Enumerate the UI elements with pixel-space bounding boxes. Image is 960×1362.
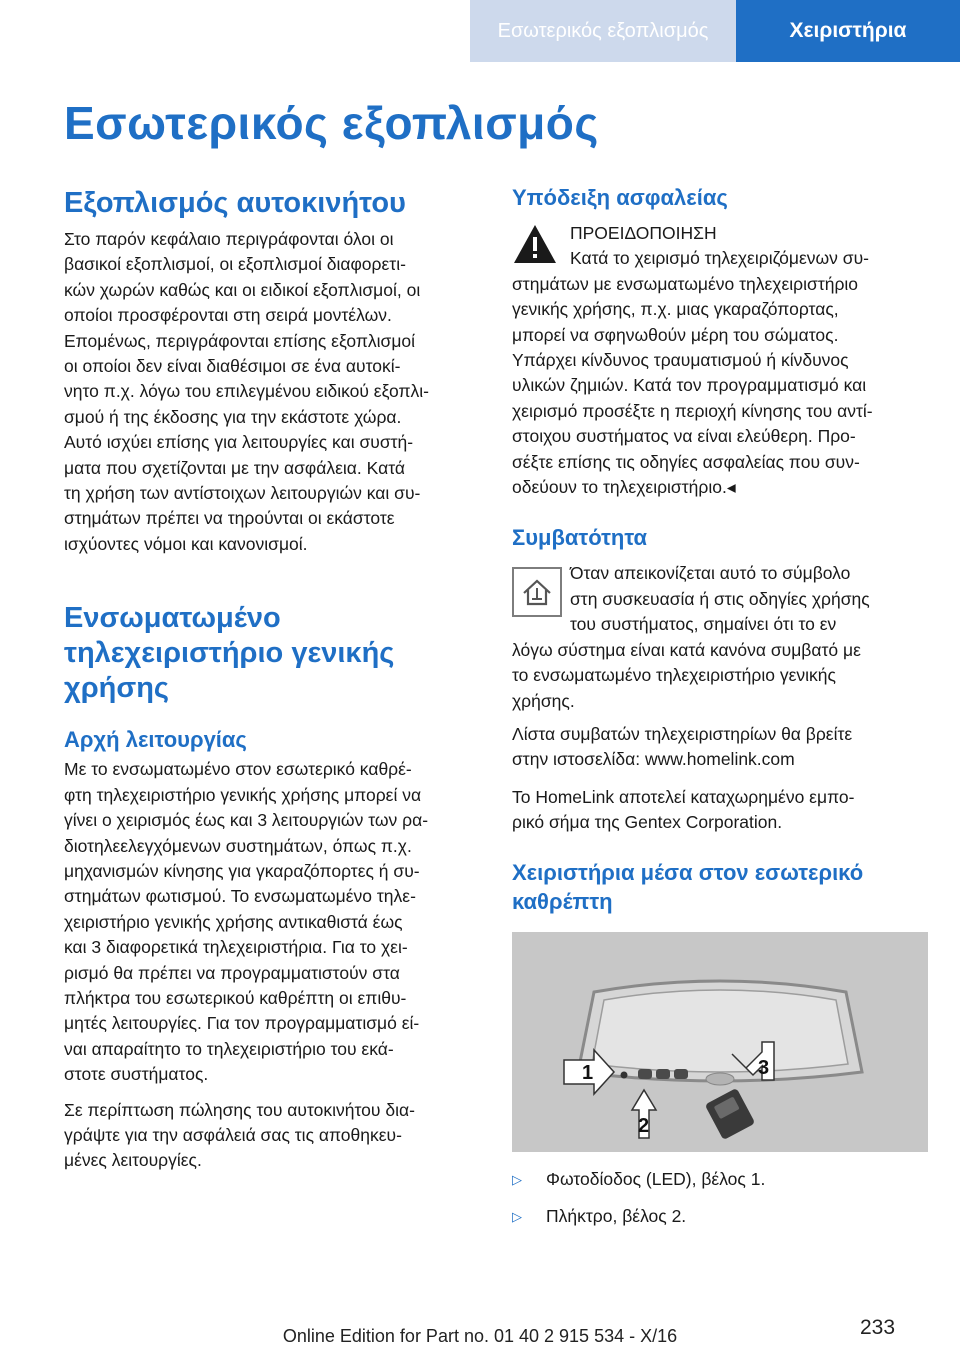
text-line: Επομένως, περιγράφονται επίσης εξοπλισμοί bbox=[64, 330, 416, 351]
compatibility-block bbox=[512, 561, 928, 713]
text-line: Αυτό ισχύει επίσης για λειτουργίες και συστή‐ bbox=[64, 432, 414, 453]
bullet-list bbox=[512, 1166, 928, 1230]
warning-label: ΠΡΟΕΙΔΟΠΟΙΗΣΗ bbox=[570, 223, 717, 243]
warning-text bbox=[512, 272, 928, 501]
figure-label-1: 1 bbox=[582, 1061, 594, 1084]
heading-safety-note: Υπόδειξη ασφαλείας bbox=[512, 185, 728, 210]
text-line: ρικό σήμα της Gentex Corporation. bbox=[512, 812, 783, 833]
text-line: ρισμό θα πρέπει να προγραμματιστούν στα bbox=[64, 962, 400, 983]
home-symbol-icon bbox=[512, 567, 562, 617]
text-line: χειρισμό προσέξτε η περιοχή κίνησης του αντί‐ bbox=[512, 400, 873, 421]
footer-edition: Online Edition for Part no. 01 40 2 915 534 - X/16 bbox=[282, 1326, 678, 1346]
heading-mirror-controls bbox=[512, 858, 928, 916]
text-line: στοιχου συστήματος να είναι ελεύθερη. Προ‐ bbox=[512, 426, 856, 447]
text-line: Υπάρχει κίνδυνος τραυματισμού ή κίνδυνος bbox=[512, 350, 849, 371]
text-line: Με το ενσωματωμένο στον εσωτερικό καθρέ‐ bbox=[64, 759, 412, 780]
list-item bbox=[512, 1203, 928, 1230]
text-line: Κατά το χειρισμό τηλεχειριζόμενων συ‐ bbox=[570, 248, 869, 269]
text-line: διοτηλεελεγχόμενων συστημάτων, όπως π.χ. bbox=[64, 835, 412, 856]
text-line: γράψτε για την ασφάλειά σας τις αποθηκευ‐ bbox=[64, 1124, 402, 1145]
heading-line: καθρέπτη bbox=[512, 888, 613, 914]
triangle-bullet-icon: ▷ bbox=[512, 1171, 522, 1187]
heading-vehicle-equipment: Εξοπλισμός αυτοκινήτου bbox=[64, 187, 406, 219]
heading-line: Χειριστήρια μέσα στον εσωτερικό bbox=[512, 859, 864, 885]
left-column bbox=[64, 180, 476, 1174]
text-line: στην ιστοσελίδα: www.homelink.com bbox=[512, 749, 795, 770]
text-line: στη συσκευασία ή στις οδηγίες χρήσης bbox=[570, 588, 870, 609]
figure-label-2: 2 bbox=[638, 1114, 650, 1137]
list-item bbox=[512, 1166, 928, 1193]
right-column bbox=[512, 180, 928, 1230]
text-line: γίνει ο χειρισμός έως και 3 λειτουργιών των ρα‐ bbox=[64, 810, 429, 831]
paragraph-vehicle-equipment bbox=[64, 227, 476, 557]
text-line: μηχανισμών κίνησης για γκαραζόπορτες ή συ‐ bbox=[64, 860, 420, 881]
text-line: φτη τηλεχειριστήριο γενικής χρήσης μπορεί να bbox=[64, 784, 422, 805]
heading-universal-remote bbox=[64, 601, 476, 706]
text-line: πλήκτρα του εσωτερικού καθρέπτη οι επιθυ‐ bbox=[64, 987, 407, 1008]
warning-block bbox=[512, 221, 928, 500]
heading-operating-principle: Αρχή λειτουργίας bbox=[64, 727, 247, 753]
list-item-text: Φωτοδίοδος (LED), βέλος 1. bbox=[546, 1168, 766, 1189]
text-line: Το HomeLink αποτελεί καταχωρημένο εμπο‐ bbox=[512, 786, 855, 807]
text-line: νητο π.χ. λόγω του επιλεγμένου ειδικού εξοπλι‐ bbox=[64, 381, 429, 402]
text-line: λόγω σύστημα είναι κατά κανόνα συμβατό με bbox=[512, 639, 861, 660]
text-line: το ενσωματωμένο τηλεχειριστήριο γενικής bbox=[512, 665, 836, 686]
heading-line: Ενσωματωμένο bbox=[64, 602, 281, 635]
text-line: Στο παρόν κεφάλαιο περιγράφονται όλοι οι bbox=[64, 229, 394, 249]
heading-line: τηλεχειριστήριο γενικής bbox=[64, 637, 395, 670]
header-section-label: Εσωτερικός εξοπλισμός bbox=[470, 0, 736, 62]
page-number: 233 bbox=[860, 1316, 896, 1339]
text-line: στημάτων πρέπει να τηρούνται οι εκάστοτε bbox=[64, 508, 395, 529]
text-line: Όταν απεικονίζεται αυτό το σύμβολο bbox=[570, 563, 851, 584]
text-line: μπορεί να σφηνωθούν μέρη του σώματος. bbox=[512, 324, 839, 345]
warning-triangle-icon bbox=[512, 223, 560, 271]
text-line: οδεύουν το τηλεχειριστήριο.◂ bbox=[512, 477, 736, 498]
text-line: χρήσης. bbox=[512, 690, 575, 711]
text-line: στημάτων με ενσωματωμένο τηλεχειριστήριο bbox=[512, 273, 859, 294]
text-line: Λίστα συμβατών τηλεχειριστηρίων θα βρείτε bbox=[512, 723, 853, 744]
paragraph-compatible-list bbox=[512, 722, 928, 773]
paragraph-operating-principle bbox=[64, 757, 476, 1087]
heading-compatibility: Συμβατότητα bbox=[512, 525, 648, 551]
text-line: οι οποίοι δεν είναι διαθέσιμοι σε ένα αυτοκί‐ bbox=[64, 356, 401, 377]
text-line: σμού ή της έκδοσης για την εκάστοτε χώρα. bbox=[64, 406, 402, 427]
text-line: χειριστήριο γενικής χρήσης αντικαθιστά έως bbox=[64, 911, 403, 932]
text-line: σέξτε επίσης τις οδηγίες ασφαλείας που συν‐ bbox=[512, 451, 860, 472]
text-line: στοτε συστήματος. bbox=[64, 1064, 209, 1085]
text-line: γενικής χρήσης, π.χ. μιας γκαραζόπορτας, bbox=[512, 299, 839, 320]
triangle-bullet-icon: ▷ bbox=[512, 1208, 522, 1224]
text-line: ισχύοντες νόμοι και κανονισμοί. bbox=[64, 533, 308, 554]
text-line: ματα που σχετίζονται με την ασφάλεια. Κατά bbox=[64, 457, 406, 478]
page-title: Εσωτερικός εξοπλισμός bbox=[64, 97, 599, 149]
heading-line: χρήσης bbox=[64, 672, 169, 705]
text-line: βασικοί εξοπλισμοί, οι εξοπλισμοί διαφορετι‐ bbox=[64, 254, 406, 275]
text-line: και 3 διαφορετικά τηλεχειριστήρια. Για το χει‐ bbox=[64, 937, 408, 958]
list-item-text: Πλήκτρο, βέλος 2. bbox=[546, 1205, 687, 1226]
paragraph-trademark bbox=[512, 785, 928, 836]
text-line: στημάτων φωτισμού. Το ενσωματωμένο τηλε‐ bbox=[64, 886, 416, 907]
text-line: μητές λειτουργίες. Για τον προγραμματισμό εί‐ bbox=[64, 1013, 420, 1034]
text-line: του συστήματος, σημαίνει ότι το εν bbox=[570, 614, 837, 635]
mirror-illustration bbox=[512, 932, 928, 1152]
header-current-chapter: Χειριστήρια bbox=[736, 0, 960, 62]
text-line: οποίοι προσφέρονται στη σειρά μοντέλων. bbox=[64, 305, 392, 326]
text-line: υλικών ζημιών. Κατά τον προγραμματισμό και bbox=[512, 375, 867, 396]
text-line: ναι απαραίτητο το τηλεχειριστήριο του εκά‐ bbox=[64, 1038, 394, 1059]
text-line: Σε περίπτωση πώλησης του αυτοκινήτου δια‐ bbox=[64, 1099, 415, 1120]
mirror-drawing bbox=[512, 932, 928, 1152]
figure-label-3: 3 bbox=[758, 1056, 770, 1079]
text-line: κών χωρών καθώς και οι ειδικοί εξοπλισμοί, οι bbox=[64, 279, 421, 300]
paragraph-sale-note bbox=[64, 1098, 476, 1174]
text-line: τη χρήση των αντίστοιχων λειτουργιών και συ‐ bbox=[64, 483, 421, 504]
text-line: μένες λειτουργίες. bbox=[64, 1150, 202, 1171]
